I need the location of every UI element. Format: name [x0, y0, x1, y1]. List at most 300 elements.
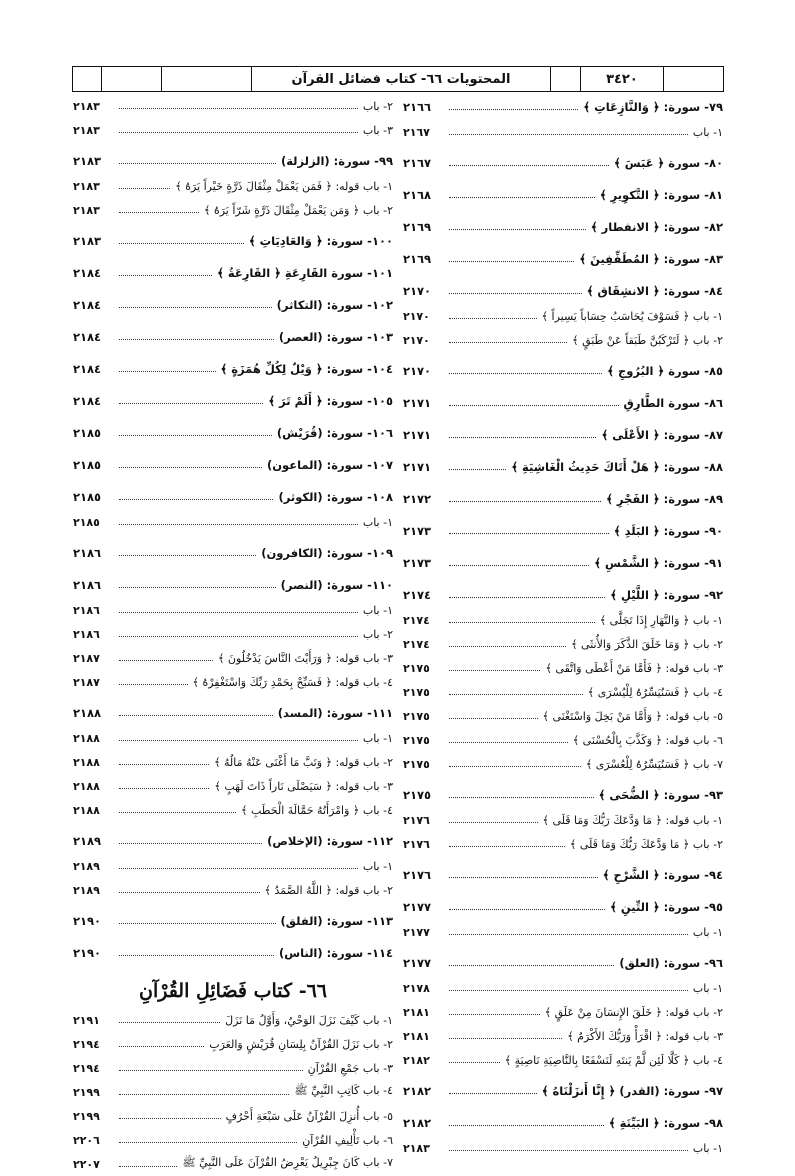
header-cell-empty — [73, 67, 102, 91]
toc-surah-entry — [73, 940, 393, 966]
toc-bab-entry — [73, 726, 393, 750]
toc-surah-entry — [403, 862, 723, 888]
page-number: ٣٤٢٠ — [581, 67, 663, 91]
entry-title: ١١٤- سورة: (الناس) — [278, 946, 393, 960]
entry-title: ٨٤- سورة: ﴿ الانشِقَاق ﴾ — [586, 284, 723, 298]
entry-page-number: ٢١٧٥ — [403, 757, 430, 771]
entry-title: ٣- باب قوله: ﴿ وَرَأَيْتَ النَّاسَ يَدْخُلُونَ ﴾ — [217, 651, 393, 665]
entry-title: ٩٦- سورة: (العلق) — [619, 956, 723, 970]
entry-title: ١٠٦- سورة: (قُرَيْش) — [276, 426, 393, 440]
entry-page-number: ٢١٨٣ — [73, 99, 100, 113]
entry-title: ١- باب — [362, 859, 393, 873]
dot-leader — [449, 789, 594, 798]
entry-title: ١- باب ﴿ وَالنَّهَارِ إِذَا تَجَلَّى ﴾ — [599, 613, 723, 627]
header-cell-empty — [162, 67, 252, 91]
toc-bab-entry — [403, 656, 723, 680]
dot-leader — [119, 235, 244, 244]
entry-page-number: ٢١٧٥ — [403, 733, 430, 747]
toc-surah-entry — [403, 150, 723, 176]
dot-leader — [119, 652, 213, 661]
entry-page-number: ٢١٧٦ — [403, 837, 430, 851]
entry-title: ٩٧- سورة: (القدر) ﴿ إِنَّا أَنزَلْنَاهُ ﴾ — [541, 1084, 723, 1098]
entry-title: ٢- باب نَزَلَ القُرْآنُ بِلِسَانِ قُرَيْشٍ وَالعَرَبِ — [209, 1037, 393, 1051]
dot-leader — [119, 427, 272, 436]
toc-bab-entry — [403, 808, 723, 832]
dot-leader — [119, 915, 276, 924]
entry-title: ٧- باب ﴿ فَسَنُيَسِّرُهُ لِلْعُسْرَى ﴾ — [585, 757, 723, 771]
entry-page-number: ٢١٨٨ — [73, 803, 100, 817]
toc-bab-entry — [73, 878, 393, 902]
toc-surah-entry — [73, 828, 393, 854]
dot-leader — [449, 957, 614, 966]
toc-bab-entry — [403, 920, 723, 944]
toc-surah-entry — [403, 94, 723, 120]
entry-page-number: ٢١٦٦ — [403, 100, 432, 114]
toc-surah-entry — [403, 518, 723, 544]
entry-title: ٣- باب — [362, 123, 393, 137]
entry-page-number: ٢١٨٧ — [73, 651, 100, 665]
dot-leader — [119, 884, 260, 893]
entry-page-number: ٢١٨٢ — [403, 1084, 432, 1098]
entry-page-number: ٢١٨٢ — [403, 1116, 432, 1130]
dot-leader — [119, 1014, 220, 1023]
toc-bab-entry — [403, 1000, 723, 1024]
toc-surah-entry — [73, 388, 393, 414]
toc-bab-entry — [403, 832, 723, 856]
entry-title: ١١٣- سورة: (الفلق) — [280, 914, 393, 928]
dot-leader — [449, 869, 598, 878]
dot-leader — [119, 707, 273, 716]
toc-left-list — [73, 94, 393, 966]
toc-bab-entry — [73, 622, 393, 646]
entry-title: ٥- باب قوله: ﴿ وَأَمَّا مَنْ بَخِلَ وَاسْتَغْنَى ﴾ — [542, 709, 723, 723]
dot-leader — [449, 157, 609, 166]
toc-bab-entry — [73, 798, 393, 822]
entry-title: ٤- باب ﴿ فَسَنُيَسِّرُهُ لِلْيُسْرَى ﴾ — [587, 685, 723, 699]
entry-title: ٨٧- سورة: ﴿ الأَعْلَى ﴾ — [601, 428, 723, 442]
toc-bab-entry — [73, 1056, 393, 1080]
toc-bab-entry — [73, 1008, 393, 1032]
entry-page-number: ٢١٧٤ — [403, 637, 430, 651]
dot-leader — [449, 189, 595, 198]
toc-bab-entry — [73, 174, 393, 198]
entry-page-number: ٢١٨٥ — [73, 515, 100, 529]
dot-leader — [119, 459, 262, 468]
toc-right-column — [403, 94, 723, 1160]
entry-page-number: ٢١٧١ — [403, 396, 432, 410]
entry-title: ٢- باب ﴿ وَمَا خَلَقَ الذَّكَرَ وَالأُنثَى ﴾ — [571, 637, 723, 651]
dot-leader — [449, 734, 568, 743]
entry-title: ١٠٤- سورة: ﴿ وَيْلٌ لِكُلِّ هُمَزَةٍ ﴾ — [220, 362, 393, 376]
toc-surah-entry — [403, 422, 723, 448]
dot-leader — [449, 686, 583, 695]
toc-surah-entry — [403, 1110, 723, 1136]
entry-title: ١- باب — [692, 981, 723, 995]
entry-page-number: ٢٢٠٧ — [73, 1157, 100, 1171]
entry-page-number: ٢١٧٢ — [403, 492, 432, 506]
entry-title: ٧- باب كَانَ جِبْرِيلُ يَعْرِضُ القُرْآنَ عَلَى النَّبِيِّ ﷺ — [182, 1156, 393, 1169]
dot-leader — [449, 1117, 604, 1126]
toc-surah-entry — [403, 358, 723, 384]
toc-bab-entry — [403, 1024, 723, 1048]
dot-leader — [449, 710, 538, 719]
entry-page-number: ٢١٨٨ — [73, 731, 100, 745]
entry-page-number: ٢١٧٨ — [403, 981, 430, 995]
dot-leader — [449, 662, 540, 671]
toc-surah-entry — [73, 908, 393, 934]
dot-leader — [449, 493, 601, 502]
entry-title: ٨٦- سورة الطَّارِقِ — [623, 396, 723, 410]
toc-surah-entry — [403, 278, 723, 304]
toc-bab-entry — [403, 680, 723, 704]
dot-leader — [119, 947, 274, 956]
entry-title: ٢- باب قوله: ﴿ وَتَبَّ مَا أَغْنَى عَنْهُ مَالُهُ ﴾ — [214, 755, 393, 769]
entry-page-number: ٢٢٠٦ — [73, 1133, 100, 1147]
dot-leader — [449, 429, 596, 438]
dot-leader — [449, 1006, 540, 1015]
toc-left-column — [73, 94, 393, 1176]
entry-title: ١٠٢- سورة: (التكاثر) — [276, 298, 393, 312]
dot-leader — [449, 461, 506, 470]
toc-bab-entry — [73, 774, 393, 798]
dot-leader — [119, 1038, 204, 1047]
toc-surah-entry — [403, 950, 723, 976]
entry-title: ٩٨- سورة: ﴿ البَيِّنَةِ ﴾ — [608, 1116, 723, 1130]
toc-surah-entry — [73, 700, 393, 726]
dot-leader — [119, 267, 212, 276]
toc-surah-entry — [73, 324, 393, 350]
toc-bab-entry — [73, 1032, 393, 1056]
toc-surah-entry — [73, 356, 393, 382]
entry-page-number: ٢١٨١ — [403, 1029, 430, 1043]
entry-title: ٤- باب قوله: ﴿ فَسَبِّحْ بِحَمْدِ رَبِّكَ وَاسْتَغْفِرْهُ ﴾ — [192, 675, 393, 689]
dot-leader — [119, 1158, 177, 1167]
toc-surah-entry — [403, 894, 723, 920]
dot-leader — [119, 299, 272, 308]
dot-leader — [449, 589, 605, 598]
running-header — [72, 66, 724, 92]
entry-title: ١١١- سورة: (المسد) — [277, 706, 393, 720]
entry-page-number: ٢١٨٨ — [73, 779, 100, 793]
toc-bab-entry — [403, 1048, 723, 1072]
dot-leader — [119, 1086, 289, 1095]
entry-page-number: ٢١٧٠ — [403, 284, 432, 298]
toc-bab-entry — [73, 510, 393, 534]
toc-surah-entry — [403, 246, 723, 272]
dot-leader — [449, 334, 567, 343]
dot-leader — [119, 124, 358, 133]
entry-title: ٩١- سورة: ﴿ الشَّمْسِ ﴾ — [594, 556, 723, 570]
entry-title: ١- باب — [692, 925, 723, 939]
entry-title: ٦- باب تَأْلِيفِ القُرْآنِ — [302, 1133, 393, 1147]
entry-title: ٤- باب كَاتِبِ النَّبِيِّ ﷺ — [294, 1084, 393, 1097]
toc-surah-entry — [73, 572, 393, 598]
entry-title: ٨٢- سورة: ﴿ الانفطار ﴾ — [590, 220, 723, 234]
toc-surah-entry — [403, 214, 723, 240]
toc-bab-entry — [73, 670, 393, 694]
entry-page-number: ٢١٨٥ — [73, 458, 102, 472]
entry-title: ٤- باب ﴿ كَلَّا لَئِن لَّمْ يَنتَهِ لَنَسْفَعًا بِالنَّاصِيَةِ نَاصِيَةٍ ﴾ — [504, 1053, 723, 1067]
dot-leader — [119, 579, 276, 588]
entry-page-number: ٢١٨٤ — [73, 298, 102, 312]
header-cell-empty — [102, 67, 162, 91]
entry-page-number: ٢١٧٥ — [403, 685, 430, 699]
entry-page-number: ٢١٩٩ — [73, 1085, 100, 1099]
dot-leader — [449, 758, 581, 767]
dot-leader — [449, 221, 586, 230]
dot-leader — [449, 397, 619, 406]
dot-leader — [449, 1054, 500, 1063]
entry-page-number: ٢١٨٤ — [73, 266, 102, 280]
entry-page-number: ٢١٨٥ — [73, 490, 102, 504]
dot-leader — [119, 155, 276, 164]
dot-leader — [119, 628, 358, 637]
entry-page-number: ٢١٦٧ — [403, 125, 430, 139]
header-title: المحتويات ٦٦- كتاب فضائل القرآن — [252, 67, 550, 91]
entry-page-number: ٢١٧٣ — [403, 556, 432, 570]
toc-surah-entry — [73, 420, 393, 446]
entry-title: ٢- باب قوله: ﴿ خَلَقَ الإِنسَانَ مِنْ عَلَقٍ ﴾ — [544, 1005, 723, 1019]
chapter-list — [73, 1008, 393, 1176]
entry-title: ١٠١- سورة القَارِعَةِ ﴿ القَارِعَةُ ﴾ — [217, 266, 393, 280]
toc-surah-entry — [73, 148, 393, 174]
entry-title: ٣- باب جَمْعِ القُرْآنِ — [307, 1061, 393, 1075]
entry-page-number: ٢١٨٣ — [73, 203, 100, 217]
entry-page-number: ٢١٧٦ — [403, 868, 432, 882]
entry-page-number: ٢١٧١ — [403, 428, 432, 442]
entry-page-number: ٢١٧١ — [403, 460, 432, 474]
entry-title: ٣- باب قوله: ﴿ اقْرَأْ وَرَبُّكَ الأَكْرَمُ ﴾ — [567, 1029, 723, 1043]
entry-title: ٩٢- سورة: ﴿ اللَّيْلِ ﴾ — [610, 588, 723, 602]
dot-leader — [449, 926, 688, 935]
entry-page-number: ٢١٧٧ — [403, 900, 432, 914]
entry-title: ١- باب كَيْفَ نَزَلَ الوَحْيُ، وَأَوَّلُ مَا نَزَلَ — [225, 1013, 393, 1027]
toc-bab-entry — [73, 94, 393, 118]
entry-title: ٣- باب قوله: ﴿ سَيَصْلَى نَاراً ذَاتَ لَهَبٍ ﴾ — [214, 779, 393, 793]
dot-leader — [119, 835, 262, 844]
toc-bab-entry — [403, 728, 723, 752]
entry-page-number: ٢١٩٠ — [73, 914, 102, 928]
entry-title: ٢- باب — [362, 627, 393, 641]
entry-page-number: ٢١٨٥ — [73, 426, 102, 440]
dot-leader — [449, 253, 574, 262]
dot-leader — [119, 1134, 297, 1143]
toc-surah-entry — [403, 1078, 723, 1104]
entry-page-number: ٢١٨٣ — [73, 123, 100, 137]
toc-bab-entry — [403, 328, 723, 352]
entry-title: ١- باب — [362, 515, 393, 529]
toc-bab-entry — [73, 118, 393, 142]
entry-title: ٧٩- سورة: ﴿ وَالنَّازِعَاتِ ﴾ — [583, 100, 723, 114]
toc-bab-entry — [73, 1104, 393, 1128]
entry-title: ١- باب قوله: ﴿ مَا وَدَّعَكَ رَبُّكَ وَمَا قَلَى ﴾ — [542, 813, 723, 827]
entry-title: ٩٠- سورة: ﴿ البَلَدِ ﴾ — [613, 524, 723, 538]
entry-page-number: ٢١٩٠ — [73, 946, 102, 960]
toc-bab-entry — [403, 632, 723, 656]
entry-page-number: ٢١٨٩ — [73, 834, 102, 848]
toc-surah-entry — [403, 390, 723, 416]
entry-title: ٢- باب ﴿ وَمَن يَعْمَلْ مِثْقَالَ ذَرَّةٍ شَرّاً يَرَهُ ﴾ — [204, 203, 393, 217]
toc-surah-entry — [73, 228, 393, 254]
toc-surah-entry — [403, 582, 723, 608]
entry-page-number: ٢١٧٥ — [403, 709, 430, 723]
entry-page-number: ٢١٨٢ — [403, 1053, 430, 1067]
dot-leader — [119, 1062, 303, 1071]
entry-title: ٩٤- سورة: ﴿ الشَّرْحِ ﴾ — [602, 868, 723, 882]
entry-page-number: ٢١٨٦ — [73, 578, 102, 592]
toc-bab-entry — [73, 1152, 393, 1176]
toc-surah-entry — [403, 454, 723, 480]
toc-surah-entry — [403, 486, 723, 512]
entry-title: ٩٩- سورة: (الزلزلة) — [280, 154, 393, 168]
dot-leader — [119, 756, 209, 765]
dot-leader — [119, 860, 358, 869]
toc-bab-entry — [403, 304, 723, 328]
entry-title: ٨٩- سورة: ﴿ الفَجْرِ ﴾ — [606, 492, 723, 506]
toc-bab-entry — [73, 750, 393, 774]
dot-leader — [119, 363, 216, 372]
entry-page-number: ٢١٨١ — [403, 1005, 430, 1019]
entry-title: ١- باب — [692, 1141, 723, 1155]
entry-title: ١٠٨- سورة: (الكوثر) — [278, 490, 393, 504]
dot-leader — [449, 838, 565, 847]
toc-bab-entry — [73, 1128, 393, 1152]
dot-leader — [119, 732, 358, 741]
entry-title: ١- باب — [692, 125, 723, 139]
toc-bab-entry — [73, 598, 393, 622]
dot-leader — [449, 101, 578, 110]
toc-bab-entry — [403, 1136, 723, 1160]
entry-page-number: ٢١٧٥ — [403, 788, 432, 802]
dot-leader — [119, 395, 263, 404]
entry-page-number: ٢١٨٤ — [73, 362, 102, 376]
toc-surah-entry — [73, 292, 393, 318]
entry-title: ٢- باب ﴿ مَا وَدَّعَكَ رَبُّكَ وَمَا قَلَى ﴾ — [569, 837, 723, 851]
header-cell-empty — [551, 67, 582, 91]
entry-page-number: ٢١٨٣ — [73, 179, 100, 193]
toc-surah-entry — [73, 260, 393, 286]
entry-title: ١- باب ﴿ فَسَوْفَ يُحَاسَبُ حِسَاباً يَسِيراً ﴾ — [541, 309, 723, 323]
entry-title: ٢- باب قوله: ﴿ اللَّهُ الصَّمَدُ ﴾ — [264, 883, 393, 897]
entry-title: ١٠٣- سورة: (العصر) — [278, 330, 393, 344]
dot-leader — [119, 547, 256, 556]
entry-page-number: ٢١٧٣ — [403, 524, 432, 538]
dot-leader — [449, 557, 589, 566]
entry-title: ٩٥- سورة: ﴿ التِّينِ ﴾ — [610, 900, 723, 914]
toc-surah-entry — [403, 550, 723, 576]
dot-leader — [449, 614, 595, 623]
entry-page-number: ٢١٧٤ — [403, 613, 430, 627]
dot-leader — [449, 525, 609, 534]
entry-page-number: ٢١٩١ — [73, 1013, 100, 1027]
toc-bab-entry — [73, 1080, 393, 1104]
dot-leader — [449, 285, 582, 294]
entry-page-number: ٢١٨٩ — [73, 883, 100, 897]
entry-page-number: ٢١٧٠ — [403, 309, 430, 323]
toc-surah-entry — [73, 540, 393, 566]
dot-leader — [449, 982, 688, 991]
entry-page-number: ٢١٦٧ — [403, 156, 432, 170]
entry-page-number: ٢١٨٣ — [73, 234, 102, 248]
chapter-title: ٦٦- كتاب فَضَائِلِ القُرْآنِ — [138, 980, 328, 1002]
entry-page-number: ٢١٨٣ — [73, 154, 102, 168]
entry-title: ٩٣- سورة: ﴿ الضُّحَى ﴾ — [598, 788, 723, 802]
entry-page-number: ٢١٧٠ — [403, 364, 432, 378]
entry-title: ١٠٥- سورة: ﴿ أَلَمْ تَرَ ﴾ — [268, 394, 393, 408]
entry-page-number: ٢١٩٤ — [73, 1037, 100, 1051]
dot-leader — [119, 204, 199, 213]
toc-surah-entry — [403, 782, 723, 808]
entry-page-number: ٢١٨٤ — [73, 330, 102, 344]
entry-page-number: ٢١٨٦ — [73, 603, 100, 617]
entry-page-number: ٢١٩٤ — [73, 1061, 100, 1075]
entry-title: ٥- باب أُنزِلَ القُرْآنُ عَلَى سَبْعَةِ أَحْرُفٍ — [225, 1109, 393, 1123]
entry-page-number: ٢١٨٧ — [73, 675, 100, 689]
entry-page-number: ٢١٧٥ — [403, 661, 430, 675]
entry-page-number: ٢١٧٤ — [403, 588, 432, 602]
dot-leader — [119, 491, 273, 500]
entry-title: ١٠٩- سورة: (الكافرون) — [261, 546, 393, 560]
toc-bab-entry — [403, 752, 723, 776]
header-cell-empty — [664, 67, 723, 91]
toc-bab-entry — [403, 608, 723, 632]
entry-title: ١- باب — [362, 603, 393, 617]
entry-title: ١١٠- سورة: (النصر) — [280, 578, 393, 592]
dot-leader — [119, 1110, 221, 1119]
entry-page-number: ٢١٧٠ — [403, 333, 430, 347]
dot-leader — [119, 100, 358, 109]
toc-bab-entry — [73, 198, 393, 222]
entry-title: ٢- باب ﴿ لَتَرْكَبُنَّ طَبَقاً عَنْ طَبَقٍ ﴾ — [572, 333, 723, 347]
entry-page-number: ٢١٨٤ — [73, 394, 102, 408]
dot-leader — [119, 780, 209, 789]
entry-page-number: ٢١٦٨ — [403, 188, 432, 202]
dot-leader — [449, 1142, 688, 1151]
entry-page-number: ٢١٧٧ — [403, 925, 430, 939]
toc-surah-entry — [403, 182, 723, 208]
entry-title: ١١٢- سورة: (الإخلاص) — [267, 834, 393, 848]
toc-bab-entry — [403, 704, 723, 728]
dot-leader — [119, 180, 170, 189]
entry-title: ١- باب — [362, 731, 393, 745]
dot-leader — [119, 604, 358, 613]
entry-title: ٨١- سورة: ﴿ التَّكوِيرِ ﴾ — [599, 188, 723, 202]
dot-leader — [119, 331, 274, 340]
entry-title: ٨٥- سورة ﴿ البُرُوجِ ﴾ — [607, 364, 723, 378]
entry-page-number: ٢١٦٩ — [403, 220, 432, 234]
entry-page-number: ٢١٩٩ — [73, 1109, 100, 1123]
dot-leader — [449, 638, 566, 647]
entry-page-number: ٢١٨٩ — [73, 859, 100, 873]
entry-page-number: ٢١٨٦ — [73, 546, 102, 560]
entry-page-number: ٢١٧٧ — [403, 956, 432, 970]
toc-surah-entry — [73, 484, 393, 510]
dot-leader — [449, 814, 538, 823]
entry-title: ١- باب قوله: ﴿ فَمَن يَعْمَلْ مِثْقَالَ ذَرَّةٍ خَيْراً يَرَهُ ﴾ — [175, 179, 393, 193]
entry-title: ٢- باب — [362, 99, 393, 113]
toc-bab-entry — [403, 976, 723, 1000]
entry-title: ١٠٠- سورة: ﴿ وَالعَادِيَاتِ ﴾ — [248, 234, 393, 248]
dot-leader — [119, 516, 358, 525]
dot-leader — [449, 126, 688, 135]
entry-title: ٨٠- سورة ﴿ عَبَسَ ﴾ — [613, 156, 723, 170]
entry-page-number: ٢١٨٨ — [73, 706, 102, 720]
entry-title: ٣- باب قوله: ﴿ فَأَمَّا مَنْ أَعْطَى وَاتَّقَى ﴾ — [545, 661, 723, 675]
entry-page-number: ٢١٦٩ — [403, 252, 432, 266]
entry-title: ٤- باب ﴿ وَامْرَأَتُهُ حَمَّالَةَ الْحَطَبِ ﴾ — [241, 803, 393, 817]
dot-leader — [119, 676, 188, 685]
dot-leader — [119, 804, 236, 813]
